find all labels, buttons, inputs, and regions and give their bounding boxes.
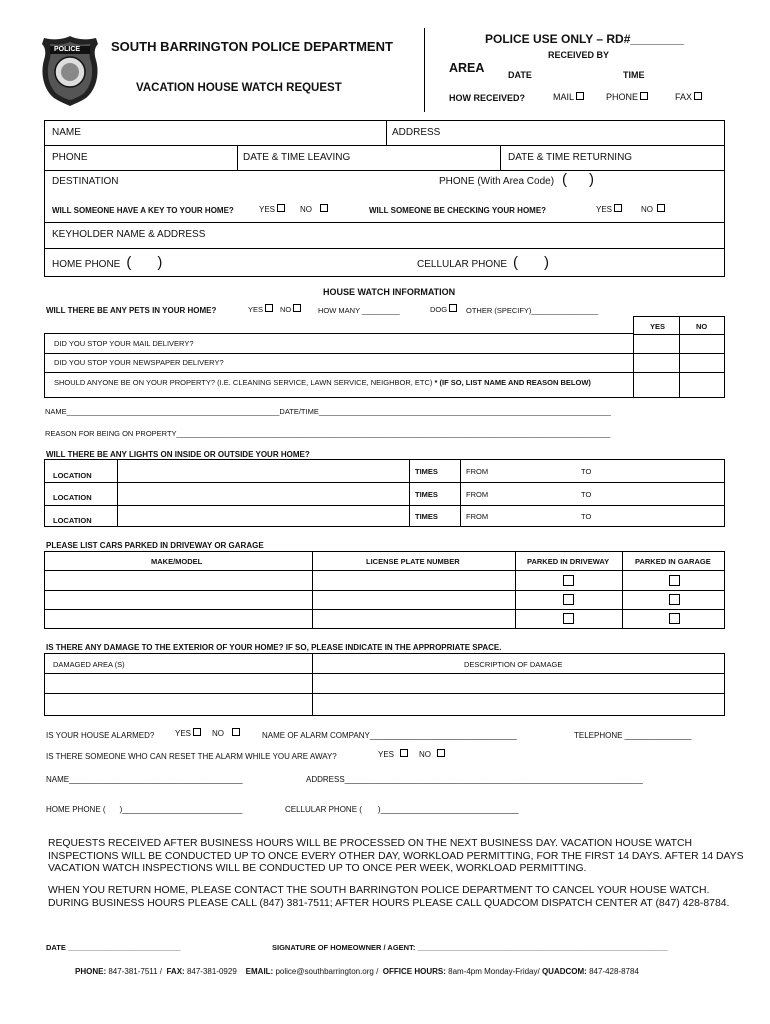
questions-header-mask bbox=[44, 316, 633, 334]
key-yes-checkbox[interactable] bbox=[277, 204, 285, 212]
dog-option: DOG bbox=[430, 304, 457, 314]
footer-contact: PHONE: 847-381-7511 / FAX: 847-381-0929 EMAIL: police@southbarrington.org / OFFICE HOURS: 8am-4pm Monday-Friday/ QUADCOM: 847-428-8784 bbox=[75, 967, 639, 976]
footer-quadcom: 847-428-8784 bbox=[589, 967, 639, 976]
how-many-field[interactable]: HOW MANY _________ bbox=[318, 306, 400, 315]
dog-checkbox[interactable] bbox=[449, 304, 457, 312]
alarm-home-phone-field[interactable]: HOME PHONE ( )___________________________ bbox=[46, 805, 243, 814]
reset-no-option: NO bbox=[419, 749, 445, 759]
damage-description-header: DESCRIPTION OF DAMAGE bbox=[464, 660, 563, 669]
license-plate-header: LICENSE PLATE NUMBER bbox=[366, 557, 460, 566]
footer-email[interactable]: police@southbarrington.org / bbox=[275, 967, 379, 976]
fax-checkbox[interactable] bbox=[694, 92, 702, 100]
date-time-leaving-field[interactable]: DATE & TIME LEAVING bbox=[243, 152, 351, 163]
date-label: DATE bbox=[508, 70, 532, 80]
reset-no-checkbox[interactable] bbox=[437, 749, 445, 757]
alarm-name-field[interactable]: NAME_______________________________________ bbox=[46, 775, 243, 784]
how-received-label: HOW RECEIVED? bbox=[449, 93, 526, 103]
key-question: WILL SOMEONE HAVE A KEY TO YOUR HOME? bbox=[52, 206, 234, 215]
alarm-address-field[interactable]: ADDRESS___________________________________________________________________ bbox=[306, 775, 643, 784]
alarm-yes-checkbox[interactable] bbox=[193, 728, 201, 736]
key-no-checkbox[interactable] bbox=[320, 204, 328, 212]
damage-title: IS THERE ANY DAMAGE TO THE EXTERIOR OF YOUR HOME? IF SO, PLEASE INDICATE IN THE APPROPRIATE SPACE. bbox=[46, 643, 502, 652]
received-by-label: RECEIVED BY bbox=[548, 50, 610, 60]
checking-yes-checkbox[interactable] bbox=[614, 204, 622, 212]
department-name: SOUTH BARRINGTON POLICE DEPARTMENT bbox=[111, 39, 393, 54]
name-field[interactable]: NAME bbox=[52, 127, 81, 138]
destination-field[interactable]: DESTINATION bbox=[52, 176, 119, 187]
cellular-phone-field[interactable]: CELLULAR PHONE ( ) bbox=[417, 254, 550, 271]
phone-field[interactable]: PHONE bbox=[52, 152, 88, 163]
signature-field[interactable]: SIGNATURE OF HOMEOWNER / AGENT: ____________________________________________________________ bbox=[272, 943, 668, 952]
light-from-2: FROM bbox=[466, 490, 489, 499]
reset-yes-checkbox[interactable] bbox=[400, 749, 408, 757]
footer-phone: 847-381-7511 / bbox=[108, 967, 163, 976]
house-watch-title: HOUSE WATCH INFORMATION bbox=[323, 287, 456, 297]
light-to-1: TO bbox=[581, 467, 592, 476]
pets-no-checkbox[interactable] bbox=[293, 304, 301, 312]
badge-label: POLICE bbox=[54, 46, 81, 53]
destination-phone-field[interactable]: PHONE (With Area Code) ( ) bbox=[439, 171, 595, 188]
phone-option: PHONE bbox=[606, 92, 648, 102]
mail-option: MAIL bbox=[553, 92, 584, 102]
question-newspaper: DID YOU STOP YOUR NEWSPAPER DELIVERY? bbox=[54, 358, 224, 367]
alarm-no-option: NO bbox=[212, 728, 240, 738]
time-label: TIME bbox=[623, 70, 645, 80]
light-location-2: LOCATION bbox=[53, 493, 92, 502]
alarm-cellular-field[interactable]: CELLULAR PHONE ( )_______________________________ bbox=[285, 805, 519, 814]
pets-question: WILL THERE BE ANY PETS IN YOUR HOME? bbox=[46, 306, 217, 315]
make-model-header: MAKE/MODEL bbox=[151, 557, 203, 566]
footer-fax: 847-381-0929 bbox=[186, 967, 237, 976]
light-from-1: FROM bbox=[466, 467, 489, 476]
checking-no-checkbox[interactable] bbox=[657, 204, 665, 212]
pets-yes-checkbox[interactable] bbox=[265, 304, 273, 312]
driveway-checkbox-3[interactable] bbox=[563, 613, 574, 624]
checking-yes-option: YES bbox=[596, 204, 622, 214]
alarmed-question: IS YOUR HOUSE ALARMED? bbox=[46, 731, 155, 740]
damaged-area-header: DAMAGED AREA (S) bbox=[53, 660, 125, 669]
alarm-no-checkbox[interactable] bbox=[232, 728, 240, 736]
home-phone-field[interactable]: HOME PHONE ( ) bbox=[52, 254, 163, 271]
mail-checkbox[interactable] bbox=[576, 92, 584, 100]
police-use-title: POLICE USE ONLY – RD#________ bbox=[485, 32, 684, 46]
police-use-divider bbox=[424, 28, 425, 112]
garage-checkbox-3[interactable] bbox=[669, 613, 680, 624]
notice-processing: REQUESTS RECEIVED AFTER BUSINESS HOURS WILL BE PROCESSED ON THE NEXT BUSINESS DAY. VACATION HOUSE WATCH INSPECTIONS WILL BE CONDUCTED UP TO ONCE EVERY OTHER DAY, WORKLOAD PERMITTING, FOR THE FIRST 14 DAYS. AFTER 14 DAYS VACATION WATCH INSPECTIONS WILL BE CONDUCTED UP TO ONCE PER WEEK, WORKLOAD PERMITTING. bbox=[48, 838, 744, 874]
alarm-yes-option: YES bbox=[175, 728, 201, 738]
signature-date-field[interactable]: DATE ___________________________ bbox=[46, 943, 181, 952]
notice-return: WHEN YOU RETURN HOME, PLEASE CONTACT THE SOUTH BARRINGTON POLICE DEPARTMENT TO CANCEL YOUR HOUSE WATCH. DURING BUSINESS HOURS PLEASE CALL (847) 381-7511; AFTER HOURS PLEASE CALL QUADCOM DISPATCH CENTER AT (847) 428-8784. bbox=[48, 885, 730, 909]
checking-question: WILL SOMEONE BE CHECKING YOUR HOME? bbox=[369, 206, 547, 215]
alarm-telephone-field[interactable]: TELEPHONE _______________ bbox=[574, 731, 692, 740]
form-title: VACATION HOUSE WATCH REQUEST bbox=[136, 82, 342, 94]
light-location-3: LOCATION bbox=[53, 516, 92, 525]
light-location-1: LOCATION bbox=[53, 471, 92, 480]
police-badge bbox=[40, 34, 100, 108]
phone-checkbox[interactable] bbox=[640, 92, 648, 100]
pets-yes-option: YES bbox=[248, 304, 273, 314]
reason-line[interactable]: REASON FOR BEING ON PROPERTY________________________________________________________________________________________________________ bbox=[45, 429, 611, 438]
driveway-checkbox-1[interactable] bbox=[563, 575, 574, 586]
light-to-3: TO bbox=[581, 512, 592, 521]
question-mail: DID YOU STOP YOUR MAIL DELIVERY? bbox=[54, 339, 194, 348]
keyholder-field[interactable]: KEYHOLDER NAME & ADDRESS bbox=[52, 229, 206, 240]
light-times-2: TIMES bbox=[415, 490, 438, 499]
question-property: SHOULD ANYONE BE ON YOUR PROPERTY? (I.E. CLEANING SERVICE, LAWN SERVICE, NEIGHBOR, ETC) * (IF SO, LIST NAME AND REASON BELOW) bbox=[54, 378, 591, 387]
reset-question: IS THERE SOMEONE WHO CAN RESET THE ALARM WHILE YOU ARE AWAY? bbox=[46, 752, 337, 761]
footer-hours: 8am-4pm Monday-Friday/ bbox=[448, 967, 540, 976]
lights-table bbox=[44, 459, 725, 527]
garage-header: PARKED IN GARAGE bbox=[635, 557, 711, 566]
light-to-2: TO bbox=[581, 490, 592, 499]
light-times-1: TIMES bbox=[415, 467, 438, 476]
area-label: AREA bbox=[449, 61, 485, 75]
driveway-checkbox-2[interactable] bbox=[563, 594, 574, 605]
garage-checkbox-1[interactable] bbox=[669, 575, 680, 586]
col-no-header: NO bbox=[696, 322, 708, 331]
light-times-3: TIMES bbox=[415, 512, 438, 521]
checking-no-option: NO bbox=[641, 204, 665, 214]
col-yes-header: YES bbox=[650, 322, 666, 331]
pets-no-option: NO bbox=[280, 304, 301, 314]
light-from-3: FROM bbox=[466, 512, 489, 521]
damage-table bbox=[44, 653, 725, 716]
other-field[interactable]: OTHER (SPECIFY)________________ bbox=[466, 306, 599, 315]
cars-title: PLEASE LIST CARS PARKED IN DRIVEWAY OR GARAGE bbox=[46, 541, 264, 550]
alarm-company-field[interactable]: NAME OF ALARM COMPANY_________________________________ bbox=[262, 731, 517, 740]
key-yes-option: YES bbox=[259, 204, 285, 214]
driveway-header: PARKED IN DRIVEWAY bbox=[527, 557, 610, 566]
fax-option: FAX bbox=[675, 92, 702, 102]
reset-yes-option: YES bbox=[378, 749, 408, 759]
lights-title: WILL THERE BE ANY LIGHTS ON INSIDE OR OUTSIDE YOUR HOME? bbox=[46, 450, 310, 459]
key-no-option: NO bbox=[300, 204, 328, 214]
visitor-name-line[interactable]: NAME___________________________________________________DATE/TIME______________________________________________________________________ bbox=[45, 407, 611, 416]
date-time-returning-field[interactable]: DATE & TIME RETURNING bbox=[508, 152, 633, 163]
address-field[interactable]: ADDRESS bbox=[392, 127, 441, 138]
garage-checkbox-2[interactable] bbox=[669, 594, 680, 605]
